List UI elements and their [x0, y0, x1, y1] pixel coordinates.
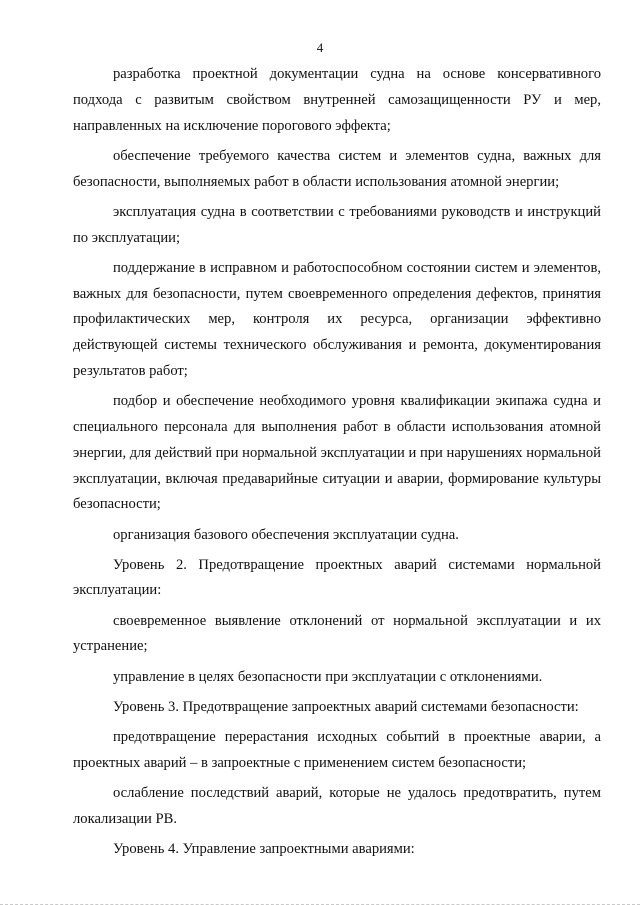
paragraph-basic-support: организация базового обеспечения эксплуатации судна. [113, 526, 459, 543]
paragraph-level-3-heading: Уровень 3. Предотвращение запроектных аварий системами безопасности: [113, 698, 579, 715]
paragraph-maintenance: поддержание в исправном и работоспособном состоянии систем и элементов, важных для безопасности, путем своевременного определения дефектов, принятия профилактических мер, контроля их ресурса, организации эффективно действующей системы технического обслуживания и ремонта, документирования результатов работ; [73, 259, 601, 379]
paragraph-quality-assurance: обеспечение требуемого качества систем и элементов судна, важных для безопасности, выполняемых работ в области использования атомной энергии; [73, 147, 601, 190]
paragraph-personnel-qualification: подбор и обеспечение необходимого уровня квалификации экипажа судна и специального персонала для выполнения работ в области использования атомной энергии, для действий при нормальной эксплуатации и при нарушениях нормальной эксплуатации, включая предаварийные ситуации и аварии, формирование культуры безопасности; [73, 393, 601, 513]
paragraph-consequence-mitigation: ослабление последствий аварий, которые не удалось предотвратить, путем локализации РВ. [73, 785, 601, 827]
paragraph-operation-per-instructions: эксплуатация судна в соответствии с требованиями руководств и инструкций по эксплуатации; [73, 203, 601, 246]
paragraph-deviation-detection: своевременное выявление отклонений от нормальной эксплуатации и их устранение; [73, 612, 601, 655]
paragraph-design-documentation: разработка проектной документации судна на основе консервативного подхода с развитым свойством внутренней самозащищенности РУ и мер, направленных на исключение порогового эффекта; [73, 66, 601, 134]
paragraph-escalation-prevention: предотвращение перерастания исходных событий в проектные аварии, а проектных аварий – в запроектные с применением систем безопасности; [73, 729, 601, 771]
paragraph-level-4-heading: Уровень 4. Управление запроектными авариями: [113, 841, 415, 857]
document-body [73, 62, 601, 867]
page-number: 4 [316, 40, 324, 55]
paragraph-level-2-heading: Уровень 2. Предотвращение проектных аварий системами нормальной эксплуатации: [73, 556, 601, 599]
paragraph-safety-control: управление в целях безопасности при эксплуатации с отклонениями. [113, 668, 543, 685]
